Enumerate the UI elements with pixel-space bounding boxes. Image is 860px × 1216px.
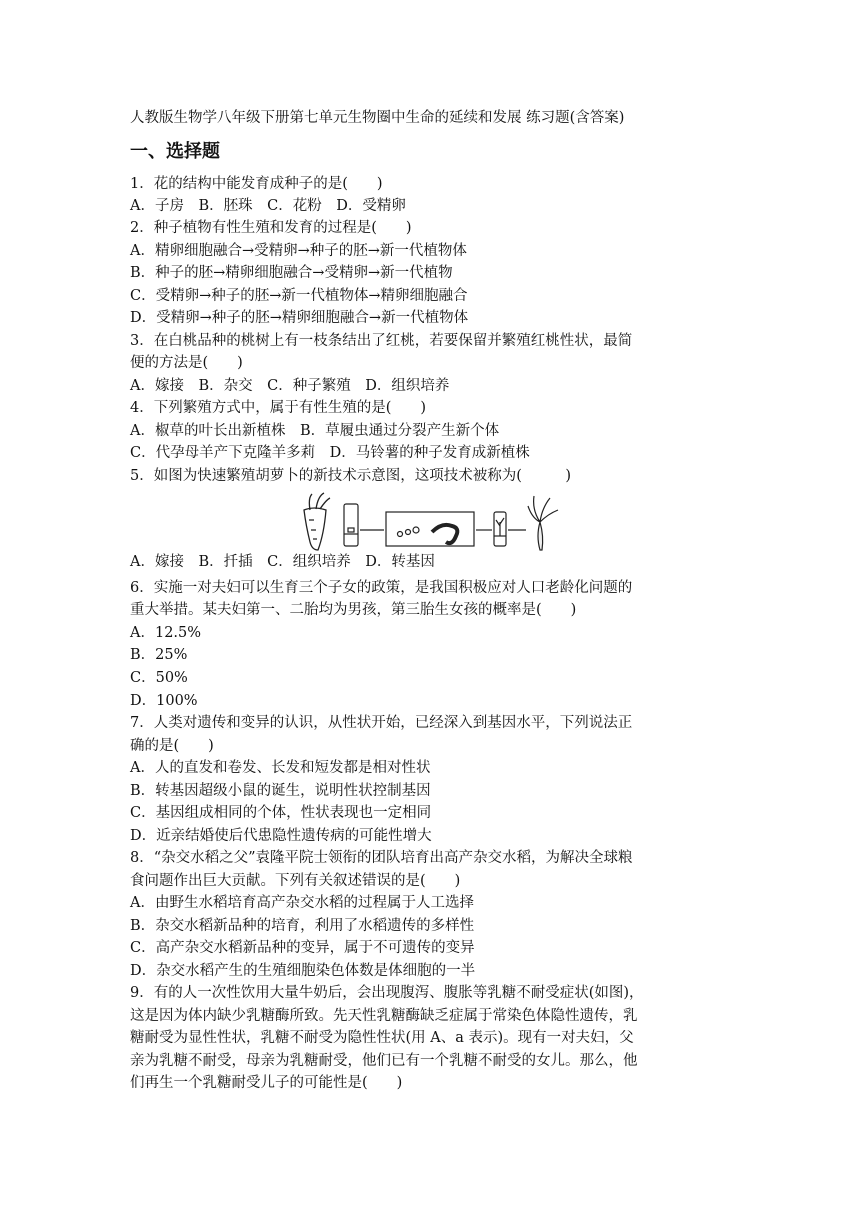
option-line: C．受精卵→种子的胚→新一代植物体→精卵细胞融合 [130,288,468,304]
test-tube-icon [344,504,358,546]
question-line: 糖耐受为显性性状，乳糖不耐受为隐性性状(用 A、a 表示)。现有一对夫妇，父 [130,1030,634,1046]
option-line: C．代孕母羊产下克隆羊多莉 D．马铃薯的种子发育成新植株 [130,445,530,461]
option-line: B．25% [130,647,188,663]
option-line: C．高产杂交水稻新品种的变异，属于不可遗传的变异 [130,940,475,956]
question-line: 2．种子植物有性生殖和发育的过程是( ) [130,220,412,236]
option-line: D．100% [130,693,198,709]
question-line: 确的是( ) [130,738,214,754]
question-line: 7．人类对遗传和变异的认识，从性状开始，已经深入到基因水平，下列说法正 [130,715,633,731]
option-line: C．基因组成相同的个体，性状表现也一定相同 [130,805,432,821]
option-line: A．椒草的叶长出新植株 B．草履虫通过分裂产生新个体 [130,423,500,439]
option-line: A．嫁接 B．杂交 C．种子繁殖 D．组织培养 [130,378,450,394]
question-line: 们再生一个乳糖耐受儿子的可能性是( ) [130,1075,403,1091]
section-heading: 一、选择题 [130,141,220,162]
option-line: A．12.5% [130,625,202,641]
culture-dish-box [386,512,474,546]
question-line: 3．在白桃品种的桃树上有一枝条结出了红桃，若要保留并繁殖红桃性状，最简 [130,333,633,349]
option-line: C．50% [130,670,188,686]
question-line: 食问题作出巨大贡献。下列有关叙述错误的是( ) [130,873,461,889]
carrot-plant-icon [528,496,558,550]
plantlet-tube-icon [494,512,506,546]
question-line: 5．如图为快速繁殖胡萝卜的新技术示意图，这项技术被称为( ) [130,468,572,484]
question-line: 便的方法是( ) [130,355,243,371]
option-line: A．嫁接 B．扦插 C．组织培养 D．转基因 [130,554,435,570]
option-line: A．人的直发和卷发、长发和短发都是相对性状 [130,760,431,776]
option-line: D．杂交水稻产生的生殖细胞染色体数是体细胞的一半 [130,963,476,979]
option-line: A．子房 B．胚珠 C．花粉 D．受精卵 [130,198,406,214]
question-line: 9．有的人一次性饮用大量牛奶后，会出现腹泻、腹胀等乳糖不耐受症状(如图)， [130,985,644,1001]
question-line: 8．“杂交水稻之父”袁隆平院士领衔的团队培育出高产杂交水稻，为解决全球粮 [130,850,633,866]
document-title: 人教版生物学八年级下册第七单元生物圈中生命的延续和发展 练习题(含答案) [130,110,625,126]
question-line: 1．花的结构中能发育成种子的是( ) [130,176,383,192]
question-line: 亲为乳糖不耐受，母亲为乳糖耐受，他们已有一个乳糖不耐受的女儿。那么，他 [130,1053,638,1069]
option-line: A．精卵细胞融合→受精卵→种子的胚→新一代植物体 [130,243,467,259]
option-line: D．近亲结婚使后代患隐性遗传病的可能性增大 [130,828,432,844]
question-line: 这是因为体内缺少乳糖酶所致。先天性乳糖酶缺乏症属于常染色体隐性遗传，乳 [130,1008,638,1024]
option-line: B．种子的胚→精卵细胞融合→受精卵→新一代植物 [130,265,453,281]
option-line: B．转基因超级小鼠的诞生，说明性状控制基因 [130,783,431,799]
question-line: 4．下列繁殖方式中，属于有性生殖的是( ) [130,400,427,416]
question-line: 重大举措。某夫妇第一、二胎均为男孩，第三胎生女孩的概率是( ) [130,602,577,618]
option-line: A．由野生水稻培育高产杂交水稻的过程属于人工选择 [130,895,474,911]
option-line: D．受精卵→种子的胚→精卵细胞融合→新一代植物体 [130,310,469,326]
carrot-tissue-culture-figure [296,492,566,552]
carrot-icon [304,493,330,550]
question-line: 6．实施一对夫妇可以生育三个子女的政策，是我国积极应对人口老龄化问题的 [130,580,633,596]
option-line: B．杂交水稻新品种的培育，利用了水稻遗传的多样性 [130,918,475,934]
